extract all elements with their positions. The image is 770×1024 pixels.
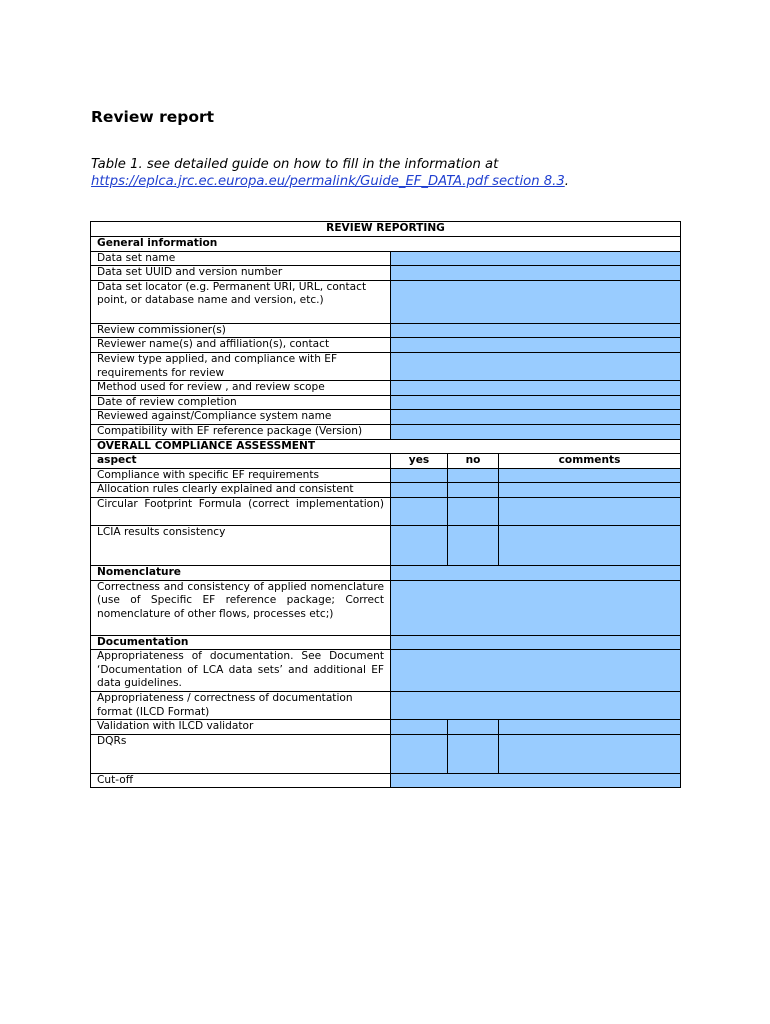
no-cell[interactable] — [448, 468, 499, 483]
table-row — [91, 525, 681, 565]
documentation-format-field[interactable] — [391, 692, 681, 720]
row-label: Review type applied, and compliance with EF requirements for review — [91, 352, 391, 380]
table-row — [91, 650, 681, 692]
no-cell[interactable] — [448, 720, 499, 735]
yes-cell[interactable] — [391, 720, 448, 735]
table-row — [91, 497, 681, 525]
comments-cell[interactable] — [499, 497, 681, 525]
table-row — [91, 483, 681, 498]
section-nomenclature: Nomenclature — [91, 565, 391, 580]
comments-cell[interactable] — [499, 720, 681, 735]
circular-footprint-label: Circular Footprint Formula (correct implementation) — [97, 497, 384, 510]
documentation-header-fill — [391, 635, 681, 650]
caption-suffix: . — [564, 173, 569, 189]
comments-header: comments — [499, 454, 681, 469]
section-overall-compliance: OVERALL COMPLIANCE ASSESSMENT — [91, 439, 681, 454]
row-label: DQRs — [91, 734, 391, 773]
row-label: Reviewed against/Compliance system name — [91, 410, 391, 425]
row-label: Data set locator (e.g. Permanent URI, URL, contact point, or database name and version, etc.) — [91, 280, 391, 323]
row-label: Cut-off — [91, 773, 391, 788]
section-row — [91, 439, 681, 454]
comments-cell[interactable] — [499, 525, 681, 565]
comments-cell[interactable] — [499, 483, 681, 498]
table-row — [91, 352, 681, 380]
nomenclature-field[interactable] — [391, 580, 681, 635]
table-row — [91, 580, 681, 635]
nomenclature-header-fill — [391, 565, 681, 580]
table-row — [91, 338, 681, 353]
row-label: Allocation rules clearly explained and consistent — [91, 483, 391, 498]
table-row — [91, 468, 681, 483]
yes-cell[interactable] — [391, 497, 448, 525]
ef-package-version-field[interactable] — [391, 424, 681, 439]
yes-cell[interactable] — [391, 525, 448, 565]
row-label: Data set name — [91, 251, 391, 266]
comments-cell[interactable] — [499, 468, 681, 483]
row-label: Appropriateness of documentation. See Document ‘Documentation of LCA data sets’ and additional EF data guidelines. — [91, 650, 391, 692]
review-date-field[interactable] — [391, 395, 681, 410]
comments-cell[interactable] — [499, 734, 681, 773]
yes-cell[interactable] — [391, 483, 448, 498]
row-label: Date of review completion — [91, 395, 391, 410]
aspect-header: aspect — [91, 454, 391, 469]
row-label: Method used for review , and review scope — [91, 381, 391, 396]
page-heading: Review report — [91, 108, 215, 126]
table-row — [91, 251, 681, 266]
row-label: Data set UUID and version number — [91, 266, 391, 281]
table-row — [91, 410, 681, 425]
row-label: Reviewer name(s) and affiliation(s), contact — [91, 338, 391, 353]
row-label: Compliance with specific EF requirements — [91, 468, 391, 483]
table-row — [91, 266, 681, 281]
row-label: Appropriateness / correctness of documentation format (ILCD Format) — [91, 692, 391, 720]
no-header: no — [448, 454, 499, 469]
yes-header: yes — [391, 454, 448, 469]
section-row — [91, 237, 681, 252]
data-set-locator-field[interactable] — [391, 280, 681, 323]
cut-off-field[interactable] — [391, 773, 681, 788]
table-title-row — [91, 222, 681, 237]
table-row — [91, 773, 681, 788]
yes-cell[interactable] — [391, 734, 448, 773]
review-reporting-table — [90, 221, 681, 788]
section-general-information: General information — [91, 237, 681, 252]
review-type-field[interactable] — [391, 352, 681, 380]
row-label: Compatibility with EF reference package (Version) — [91, 424, 391, 439]
guide-link[interactable]: https://eplca.jrc.ec.europa.eu/permalink/Guide_EF_DATA.pdf section 8.3 — [91, 173, 565, 189]
section-row — [91, 565, 681, 580]
row-label: Review commissioner(s) — [91, 323, 391, 338]
section-documentation: Documentation — [91, 635, 391, 650]
table-row — [91, 280, 681, 323]
table-row — [91, 424, 681, 439]
row-label: Correctness and consistency of applied nomenclature (use of Specific EF reference package; Correct nomenclature of other flows, processes etc;) — [91, 580, 391, 635]
table-row — [91, 720, 681, 735]
table-title: REVIEW REPORTING — [91, 222, 681, 237]
no-cell[interactable] — [448, 497, 499, 525]
uuid-version-field[interactable] — [391, 266, 681, 281]
yes-cell[interactable] — [391, 468, 448, 483]
caption-text: Table 1. see detailed guide on how to fill in the information at — [91, 157, 499, 172]
row-label: LCIA results consistency — [91, 525, 391, 565]
table-caption — [91, 157, 691, 190]
reviewer-name-field[interactable] — [391, 338, 681, 353]
table-row — [91, 734, 681, 773]
no-cell[interactable] — [448, 525, 499, 565]
table-row — [91, 692, 681, 720]
row-label: Validation with ILCD validator — [91, 720, 391, 735]
table-row — [91, 395, 681, 410]
no-cell[interactable] — [448, 483, 499, 498]
column-header-row — [91, 454, 681, 469]
review-commissioner-field[interactable] — [391, 323, 681, 338]
section-row — [91, 635, 681, 650]
no-cell[interactable] — [448, 734, 499, 773]
table-row — [91, 323, 681, 338]
row-label — [91, 497, 391, 525]
documentation-appropriateness-field[interactable] — [391, 650, 681, 692]
compliance-system-field[interactable] — [391, 410, 681, 425]
data-set-name-field[interactable] — [391, 251, 681, 266]
review-method-field[interactable] — [391, 381, 681, 396]
table-row — [91, 381, 681, 396]
